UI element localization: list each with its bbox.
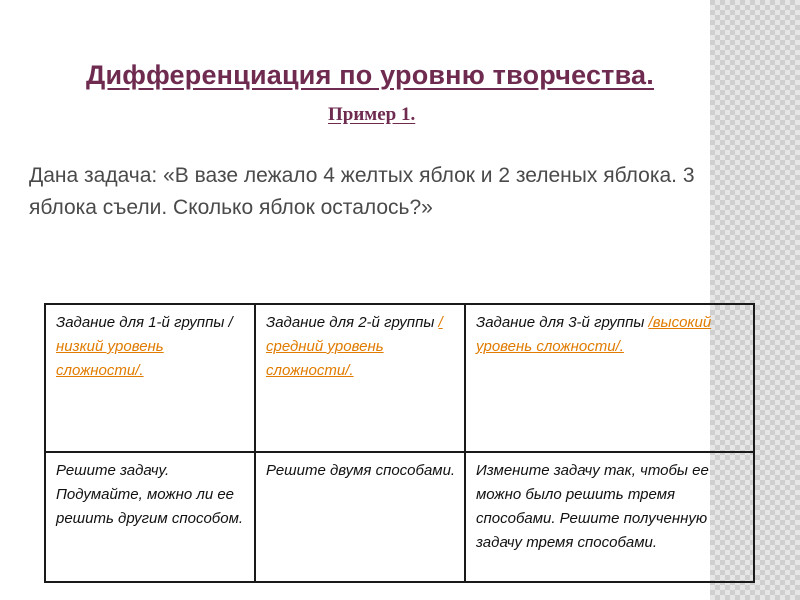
header-prefix: Задание для 2-й группы <box>266 314 439 331</box>
task-cell-group-1: Решите задачу. Подумайте, можно ли ее решить другим способом. <box>45 452 255 582</box>
table-task-row <box>45 452 754 582</box>
level-label: низкий уровень сложности/. <box>56 338 164 379</box>
header-cell-group-2 <box>255 304 465 452</box>
table-header-row <box>45 304 754 452</box>
header-prefix: Задание для 3-й группы <box>476 314 649 331</box>
header-prefix: Задание для 1-й группы / <box>56 314 233 331</box>
groups-table <box>44 303 755 583</box>
task-cell-group-2: Решите двумя способами. <box>255 452 465 582</box>
level-label: /высокий уровень сложности/. <box>476 314 712 355</box>
slide-title: Дифференциация по уровню творчества. <box>86 60 654 90</box>
header-cell-group-1 <box>45 304 255 452</box>
task-text: Дана задача: «В вазе лежало 4 желтых яблок и 2 зеленых яблока. 3 яблока съели. Сколько яблок осталось?» <box>29 164 695 219</box>
level-label: /средний уровень сложности/. <box>266 314 443 379</box>
slide-subtitle: Пример 1. <box>328 104 416 125</box>
header-cell-group-3 <box>465 304 754 452</box>
task-cell-group-3: Измените задачу так, чтобы ее можно было решить тремя способами. Решите полученную задачу тремя способами. <box>465 452 754 582</box>
